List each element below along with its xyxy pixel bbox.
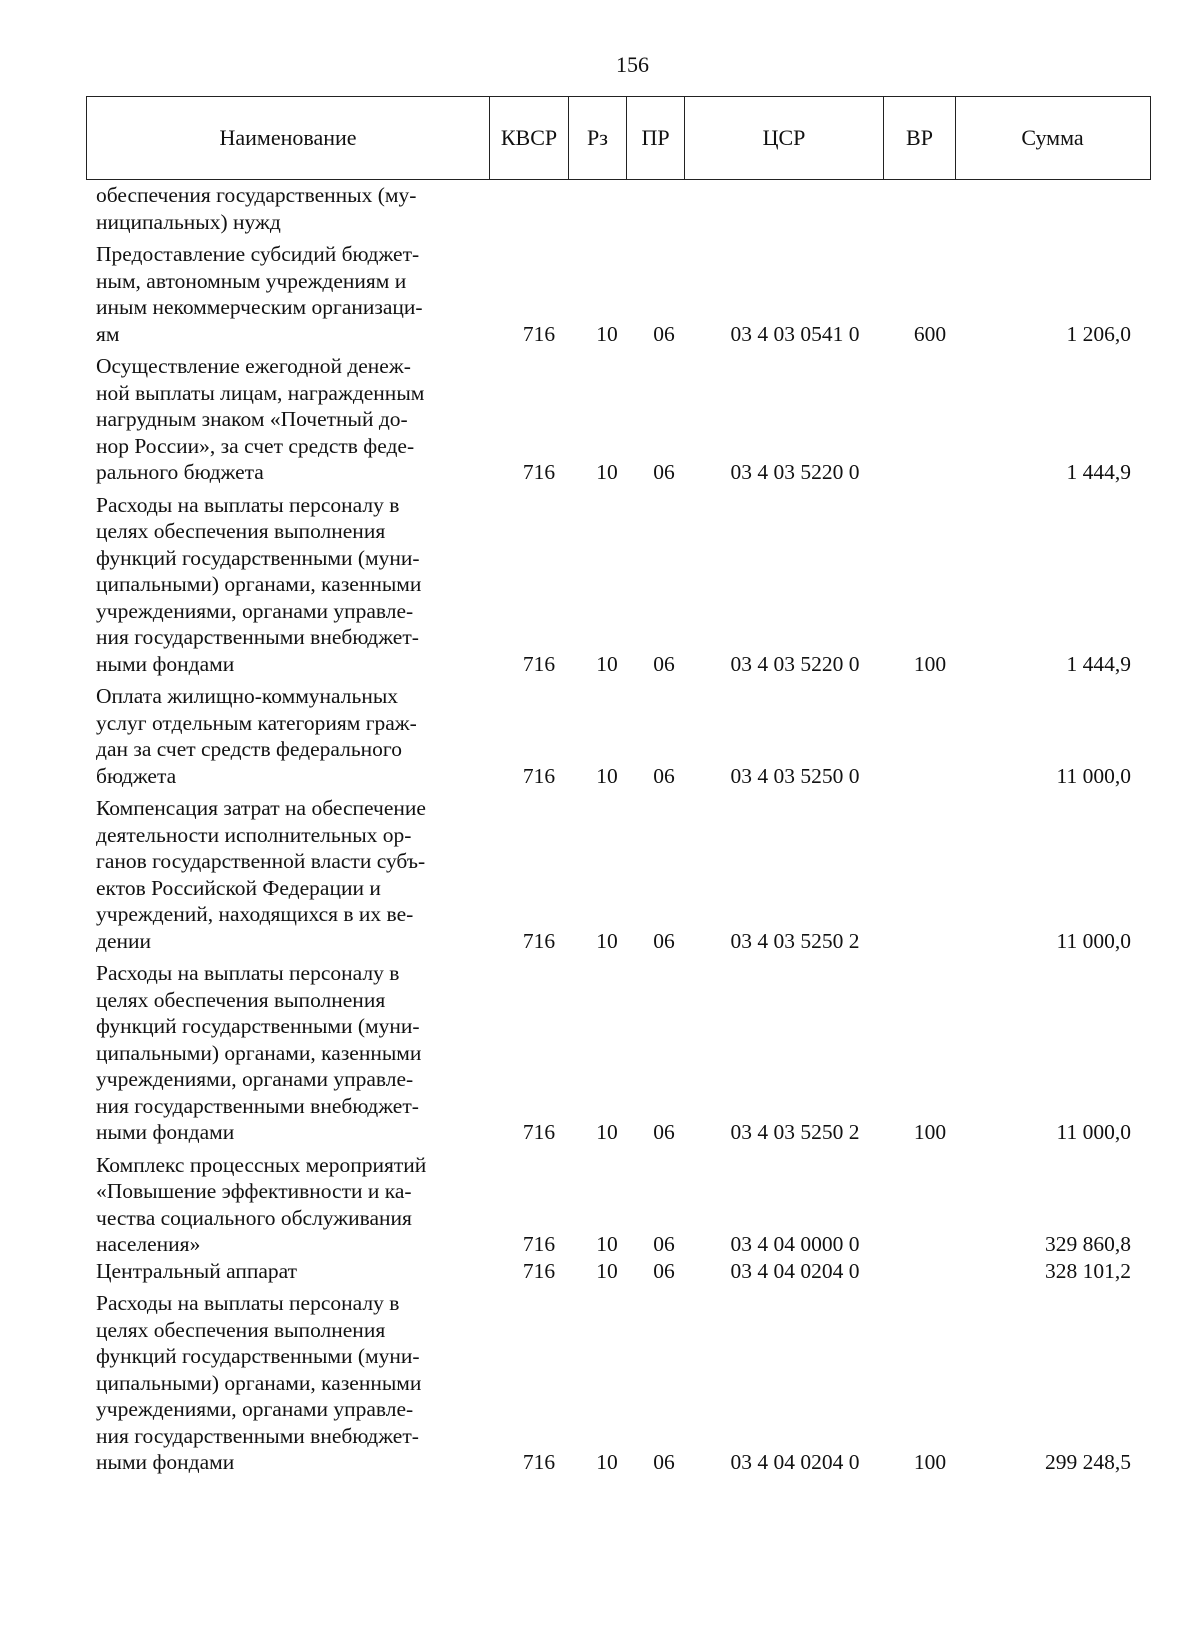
table-row [96, 353, 1141, 486]
header-kvsr: КВСР [490, 97, 569, 179]
row-kvsr: 716 [522, 1120, 556, 1144]
header-csr: ЦСР [685, 97, 884, 179]
row-sum: 1 206,0 [1066, 321, 1131, 346]
row-pr: 06 [653, 1120, 675, 1144]
row-csr: 03 4 03 5250 2 [730, 1120, 860, 1144]
row-csr: 03 4 04 0000 0 [730, 1232, 860, 1256]
row-rz: 10 [596, 1120, 618, 1144]
row-name: Расходы на выплаты персоналу в целях обеспечения выполнения функций государственными (муни- ципальными) органами, казенными учреждениями, органами управле- ния государственными внебюджет- ными фондами [96, 961, 422, 1144]
table-row [96, 1152, 1141, 1258]
row-pr: 06 [653, 1232, 675, 1256]
row-pr: 06 [653, 651, 675, 676]
table-row [96, 492, 1141, 678]
table-row [96, 960, 1141, 1146]
row-kvsr: 716 [522, 1450, 556, 1474]
row-rz: 10 [596, 1232, 618, 1256]
row-rz: 10 [596, 321, 618, 346]
row-kvsr: 716 [522, 763, 556, 788]
row-rz: 10 [596, 651, 618, 676]
row-kvsr: 716 [522, 1258, 556, 1283]
row-sum: 299 248,5 [1045, 1450, 1131, 1474]
row-name: Комплекс процессных мероприятий «Повышение эффективности и ка- чества социального обслуживания населения» [96, 1152, 427, 1256]
row-sum: 1 444,9 [1066, 460, 1131, 484]
row-csr: 03 4 03 5250 2 [730, 928, 860, 953]
row-sum: 11 000,0 [1056, 928, 1131, 953]
row-rz: 10 [596, 460, 618, 484]
row-csr: 03 4 03 5220 0 [730, 651, 860, 676]
row-name: Предоставление субсидий бюджет- ным, автономным учреждениям и иным некоммерческим организаци- ям [96, 242, 423, 346]
row-csr: 03 4 03 5220 0 [730, 460, 860, 484]
row-name: Компенсация затрат на обеспечение деятельности исполнительных ор- ганов государственной власти субъ- ектов Российской Федерации и учреждений, находящихся в их ве- дении [96, 796, 426, 953]
row-pr: 06 [653, 763, 675, 788]
row-sum: 328 101,2 [1045, 1258, 1131, 1283]
table-row [96, 182, 1141, 235]
page-number: 156 [616, 52, 649, 77]
row-vr: 100 [913, 1450, 947, 1474]
row-name: Центральный аппарат [96, 1258, 298, 1283]
row-vr: 100 [913, 651, 947, 676]
row-csr: 03 4 03 5250 0 [730, 763, 860, 788]
row-kvsr: 716 [522, 460, 556, 484]
row-name: Расходы на выплаты персоналу в целях обеспечения выполнения функций государственными (муни- ципальными) органами, казенными учреждениями, органами управле- ния государственными внебюджет- ными фондами [96, 492, 422, 676]
header-vr: ВР [884, 97, 956, 179]
row-name: обеспечения государственных (му- ниципальных) нужд [96, 183, 417, 234]
table-row [96, 795, 1141, 954]
row-sum: 11 000,0 [1056, 1120, 1131, 1144]
row-name: Осуществление ежегодной денеж- ной выплаты лицам, награжденным нагрудным знаком «Почетный до- нор России», за счет средств феде- рального бюджета [96, 354, 425, 484]
row-pr: 06 [653, 460, 675, 484]
row-name: Расходы на выплаты персоналу в целях обеспечения выполнения функций государственными (муни- ципальными) органами, казенными учреждениями, органами управле- ния государственными внебюджет- ными фондами [96, 1291, 422, 1474]
row-sum: 329 860,8 [1045, 1232, 1131, 1256]
row-vr: 100 [913, 1120, 947, 1144]
row-rz: 10 [596, 1258, 618, 1283]
row-csr: 03 4 03 0541 0 [730, 321, 860, 346]
row-vr: 600 [913, 321, 947, 346]
row-kvsr: 716 [522, 1232, 556, 1256]
row-csr: 03 4 04 0204 0 [730, 1258, 860, 1283]
row-sum: 11 000,0 [1056, 763, 1131, 788]
table-row [96, 241, 1141, 347]
row-csr: 03 4 04 0204 0 [730, 1450, 860, 1474]
row-pr: 06 [653, 1258, 675, 1283]
table-row [96, 1290, 1141, 1476]
row-name: Оплата жилищно-коммунальных услуг отдельным категориям граж- дан за счет средств федерального бюджета [96, 684, 417, 788]
row-kvsr: 716 [522, 928, 556, 953]
row-rz: 10 [596, 1450, 618, 1474]
header-pr: ПР [627, 97, 685, 179]
table-header [86, 96, 1151, 180]
row-pr: 06 [653, 928, 675, 953]
header-name: Наименование [87, 97, 490, 179]
table-row [96, 1258, 1141, 1285]
row-pr: 06 [653, 1450, 675, 1474]
row-sum: 1 444,9 [1066, 651, 1131, 676]
row-kvsr: 716 [522, 321, 556, 346]
row-rz: 10 [596, 928, 618, 953]
table-row [96, 683, 1141, 789]
header-rz: Рз [569, 97, 627, 179]
row-pr: 06 [653, 321, 675, 346]
header-sum: Сумма [1021, 125, 1084, 150]
table-body [96, 182, 1141, 1482]
row-kvsr: 716 [522, 651, 556, 676]
row-rz: 10 [596, 763, 618, 788]
